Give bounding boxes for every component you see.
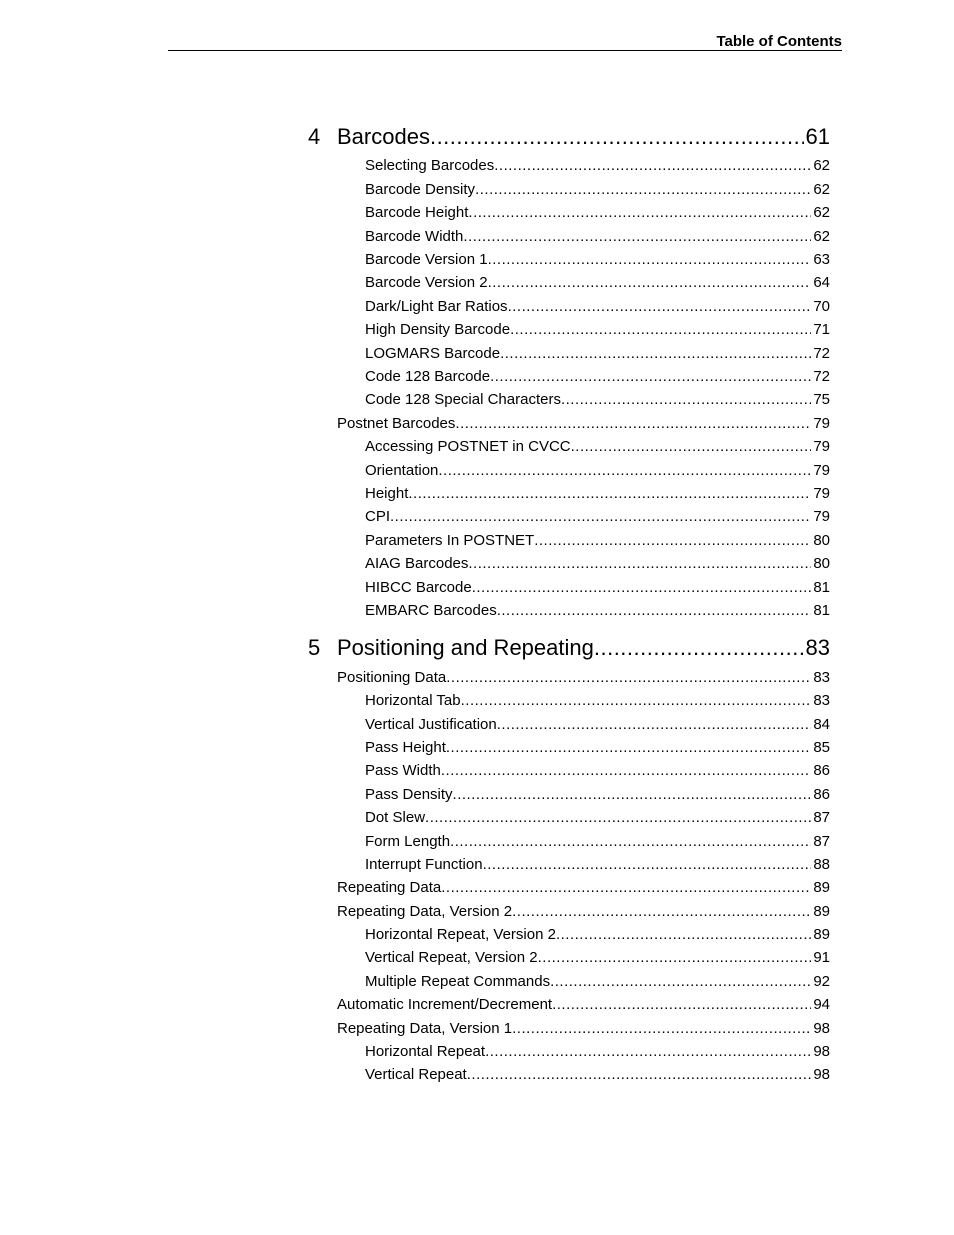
dot-leader <box>594 635 804 661</box>
toc-entry[interactable] <box>365 251 830 268</box>
toc-entry[interactable] <box>365 602 830 619</box>
toc-entry-label: Parameters In POSTNET <box>365 532 535 549</box>
dot-leader <box>571 438 812 455</box>
toc-entry[interactable] <box>365 298 830 315</box>
toc-page-number: 92 <box>813 973 830 990</box>
toc-entry[interactable] <box>365 157 830 174</box>
toc-entry[interactable] <box>365 739 830 756</box>
toc-page-number: 89 <box>813 903 830 920</box>
toc-entry[interactable] <box>365 368 830 385</box>
toc-page-number: 86 <box>813 786 830 803</box>
chapter-number: 5 <box>308 635 321 660</box>
dot-leader <box>494 157 811 174</box>
toc-page-number: 72 <box>813 368 830 385</box>
toc-entry[interactable] <box>365 462 830 479</box>
toc-chapter[interactable] <box>308 124 830 150</box>
dot-leader <box>538 949 812 966</box>
dot-leader <box>512 903 811 920</box>
toc-entry[interactable] <box>365 692 830 709</box>
dot-leader <box>485 1043 811 1060</box>
chapter-number: 4 <box>308 124 321 149</box>
toc-entry-label: Dark/Light Bar Ratios <box>365 298 508 315</box>
chapter-title: Barcodes <box>337 124 430 149</box>
dot-leader <box>497 716 812 733</box>
toc-entry-label: Horizontal Repeat <box>365 1043 486 1060</box>
dot-leader <box>467 1066 812 1083</box>
dot-leader <box>446 669 811 686</box>
toc-page-number: 79 <box>813 508 830 525</box>
toc-entry-label: Horizontal Tab <box>365 692 461 709</box>
toc-entry[interactable] <box>337 415 830 432</box>
toc-page-number: 98 <box>813 1020 830 1037</box>
toc-entry-label: Vertical Repeat <box>365 1066 467 1083</box>
toc-page-number: 62 <box>813 204 830 221</box>
dot-leader <box>497 602 812 619</box>
toc-entry[interactable] <box>365 532 830 549</box>
toc-page-number: 94 <box>813 996 830 1013</box>
dot-leader <box>468 555 811 572</box>
toc-page-number: 70 <box>813 298 830 315</box>
dot-leader <box>508 298 812 315</box>
toc-page-number: 62 <box>813 157 830 174</box>
toc-entry[interactable] <box>365 809 830 826</box>
toc-entry-label: Repeating Data, Version 1 <box>337 1020 513 1037</box>
toc-entry[interactable] <box>365 345 830 362</box>
toc-page-number: 62 <box>813 228 830 245</box>
toc-page-number: 91 <box>813 949 830 966</box>
toc-page-number: 80 <box>813 555 830 572</box>
dot-leader <box>488 274 812 291</box>
toc-entry[interactable] <box>365 786 830 803</box>
toc-entry-label: LOGMARS Barcode <box>365 345 501 362</box>
toc-page-number: 75 <box>813 391 830 408</box>
toc-entry-label: Selecting Barcodes <box>365 157 495 174</box>
toc-entry[interactable] <box>365 1066 830 1083</box>
toc-entry-label: Positioning Data <box>337 669 447 686</box>
toc-entry-label: Postnet Barcodes <box>337 415 456 432</box>
toc-page-number: 84 <box>813 716 830 733</box>
toc-page-number: 87 <box>813 809 830 826</box>
toc-page-number: 83 <box>805 635 830 660</box>
toc-entry[interactable] <box>337 903 830 920</box>
toc-page-number: 80 <box>813 532 830 549</box>
toc-entry[interactable] <box>365 508 830 525</box>
toc-entry-label: Orientation <box>365 462 439 479</box>
toc-entry[interactable] <box>365 555 830 572</box>
page-header <box>168 30 842 51</box>
dot-leader <box>488 251 812 268</box>
toc-entry-label: Dot Slew <box>365 809 426 826</box>
dot-leader <box>438 462 811 479</box>
toc-entry[interactable] <box>365 762 830 779</box>
toc-entry[interactable] <box>365 716 830 733</box>
dot-leader <box>472 579 812 596</box>
dot-leader <box>461 692 812 709</box>
toc-entry-label: Pass Density <box>365 786 453 803</box>
toc-page-number: 98 <box>813 1043 830 1060</box>
toc-entry-label: Pass Height <box>365 739 446 756</box>
toc-page-number: 89 <box>813 926 830 943</box>
toc-entry[interactable] <box>365 949 830 966</box>
dot-leader <box>446 739 811 756</box>
toc-entry-label: Barcode Version 1 <box>365 251 488 268</box>
toc-entry[interactable] <box>365 833 830 850</box>
toc-entry-label: Repeating Data <box>337 879 442 896</box>
toc-page-number: 87 <box>813 833 830 850</box>
toc-page-number: 81 <box>813 579 830 596</box>
dot-leader <box>408 485 811 502</box>
toc-entry[interactable] <box>365 579 830 596</box>
toc-page-number: 79 <box>813 415 830 432</box>
toc-entry-label: AIAG Barcodes <box>365 555 469 572</box>
toc-page-number: 88 <box>813 856 830 873</box>
toc-entry-label: HIBCC Barcode <box>365 579 472 596</box>
header-title: Table of Contents <box>716 33 842 50</box>
dot-leader <box>475 181 811 198</box>
toc-entry-label: Repeating Data, Version 2 <box>337 903 513 920</box>
dot-leader <box>510 321 811 338</box>
toc-entry[interactable] <box>365 204 830 221</box>
toc-entry-label <box>308 635 594 661</box>
toc-entry[interactable] <box>365 485 830 502</box>
dot-leader <box>483 856 812 873</box>
toc-entry[interactable] <box>337 879 830 896</box>
toc-page-number: 83 <box>813 692 830 709</box>
toc-entry-label: Vertical Justification <box>365 716 497 733</box>
toc-page-number: 85 <box>813 739 830 756</box>
toc-entry-label: Accessing POSTNET in CVCC <box>365 438 571 455</box>
toc-page-number: 79 <box>813 485 830 502</box>
dot-leader <box>441 762 811 779</box>
toc-entry[interactable] <box>337 1020 830 1037</box>
toc-entry-label: Form Length <box>365 833 451 850</box>
toc-entry[interactable] <box>365 181 830 198</box>
toc-entry-label: Code 128 Barcode <box>365 368 491 385</box>
dot-leader <box>453 786 812 803</box>
dot-leader <box>425 809 811 826</box>
toc-entry[interactable] <box>365 926 830 943</box>
toc-entry[interactable] <box>365 228 830 245</box>
toc-page-number: 64 <box>813 274 830 291</box>
toc-entry-label: Interrupt Function <box>365 856 483 873</box>
toc-entry-label: Barcode Version 2 <box>365 274 488 291</box>
dot-leader <box>490 368 811 385</box>
dot-leader <box>512 1020 811 1037</box>
toc-entry[interactable] <box>365 438 830 455</box>
dot-leader <box>556 926 811 943</box>
toc-entry-label: Code 128 Special Characters <box>365 391 561 408</box>
toc-page-number: 83 <box>813 669 830 686</box>
dot-leader <box>500 345 811 362</box>
dot-leader <box>463 228 811 245</box>
toc-entry-label: Automatic Increment/Decrement <box>337 996 553 1013</box>
dot-leader <box>441 879 811 896</box>
dot-leader <box>552 996 811 1013</box>
toc-entry-label: Horizontal Repeat, Version 2 <box>365 926 556 943</box>
dot-leader <box>550 973 811 990</box>
toc-entry[interactable] <box>365 856 830 873</box>
toc-entry-label: CPI <box>365 508 391 525</box>
toc-page-number: 79 <box>813 438 830 455</box>
dot-leader <box>455 415 811 432</box>
toc-entry[interactable] <box>337 669 830 686</box>
toc-entry-label: Barcode Width <box>365 228 464 245</box>
toc-page-number: 72 <box>813 345 830 362</box>
dot-leader <box>430 124 804 150</box>
toc-entry[interactable] <box>337 996 830 1013</box>
toc-page-number: 62 <box>813 181 830 198</box>
toc-entry-label: Pass Width <box>365 762 441 779</box>
toc-entry[interactable] <box>365 274 830 291</box>
toc-entry-label: EMBARC Barcodes <box>365 602 497 619</box>
toc-page-number: 86 <box>813 762 830 779</box>
toc-entry[interactable] <box>365 1043 830 1060</box>
dot-leader <box>468 204 811 221</box>
dot-leader <box>534 532 811 549</box>
toc-page-number: 61 <box>805 124 830 149</box>
chapter-title: Positioning and Repeating <box>337 635 594 660</box>
toc-entry[interactable] <box>365 321 830 338</box>
toc-entry[interactable] <box>365 391 830 408</box>
toc-page-number: 79 <box>813 462 830 479</box>
toc-page-number: 63 <box>813 251 830 268</box>
toc-entry-label <box>308 124 430 150</box>
toc-chapter[interactable] <box>308 635 830 661</box>
toc-entry-label: Vertical Repeat, Version 2 <box>365 949 538 966</box>
dot-leader <box>450 833 811 850</box>
dot-leader <box>561 391 811 408</box>
toc-page-number: 81 <box>813 602 830 619</box>
dot-leader <box>390 508 811 525</box>
toc-entry-label: Multiple Repeat Commands <box>365 973 551 990</box>
toc-entry-label: Barcode Height <box>365 204 469 221</box>
toc-entry[interactable] <box>365 973 830 990</box>
toc-entry-label: Barcode Density <box>365 181 476 198</box>
toc-page-number: 71 <box>813 321 830 338</box>
toc-page-number: 89 <box>813 879 830 896</box>
toc-page-number: 98 <box>813 1066 830 1083</box>
toc-entry-label: Height <box>365 485 409 502</box>
toc-entry-label: High Density Barcode <box>365 321 511 338</box>
